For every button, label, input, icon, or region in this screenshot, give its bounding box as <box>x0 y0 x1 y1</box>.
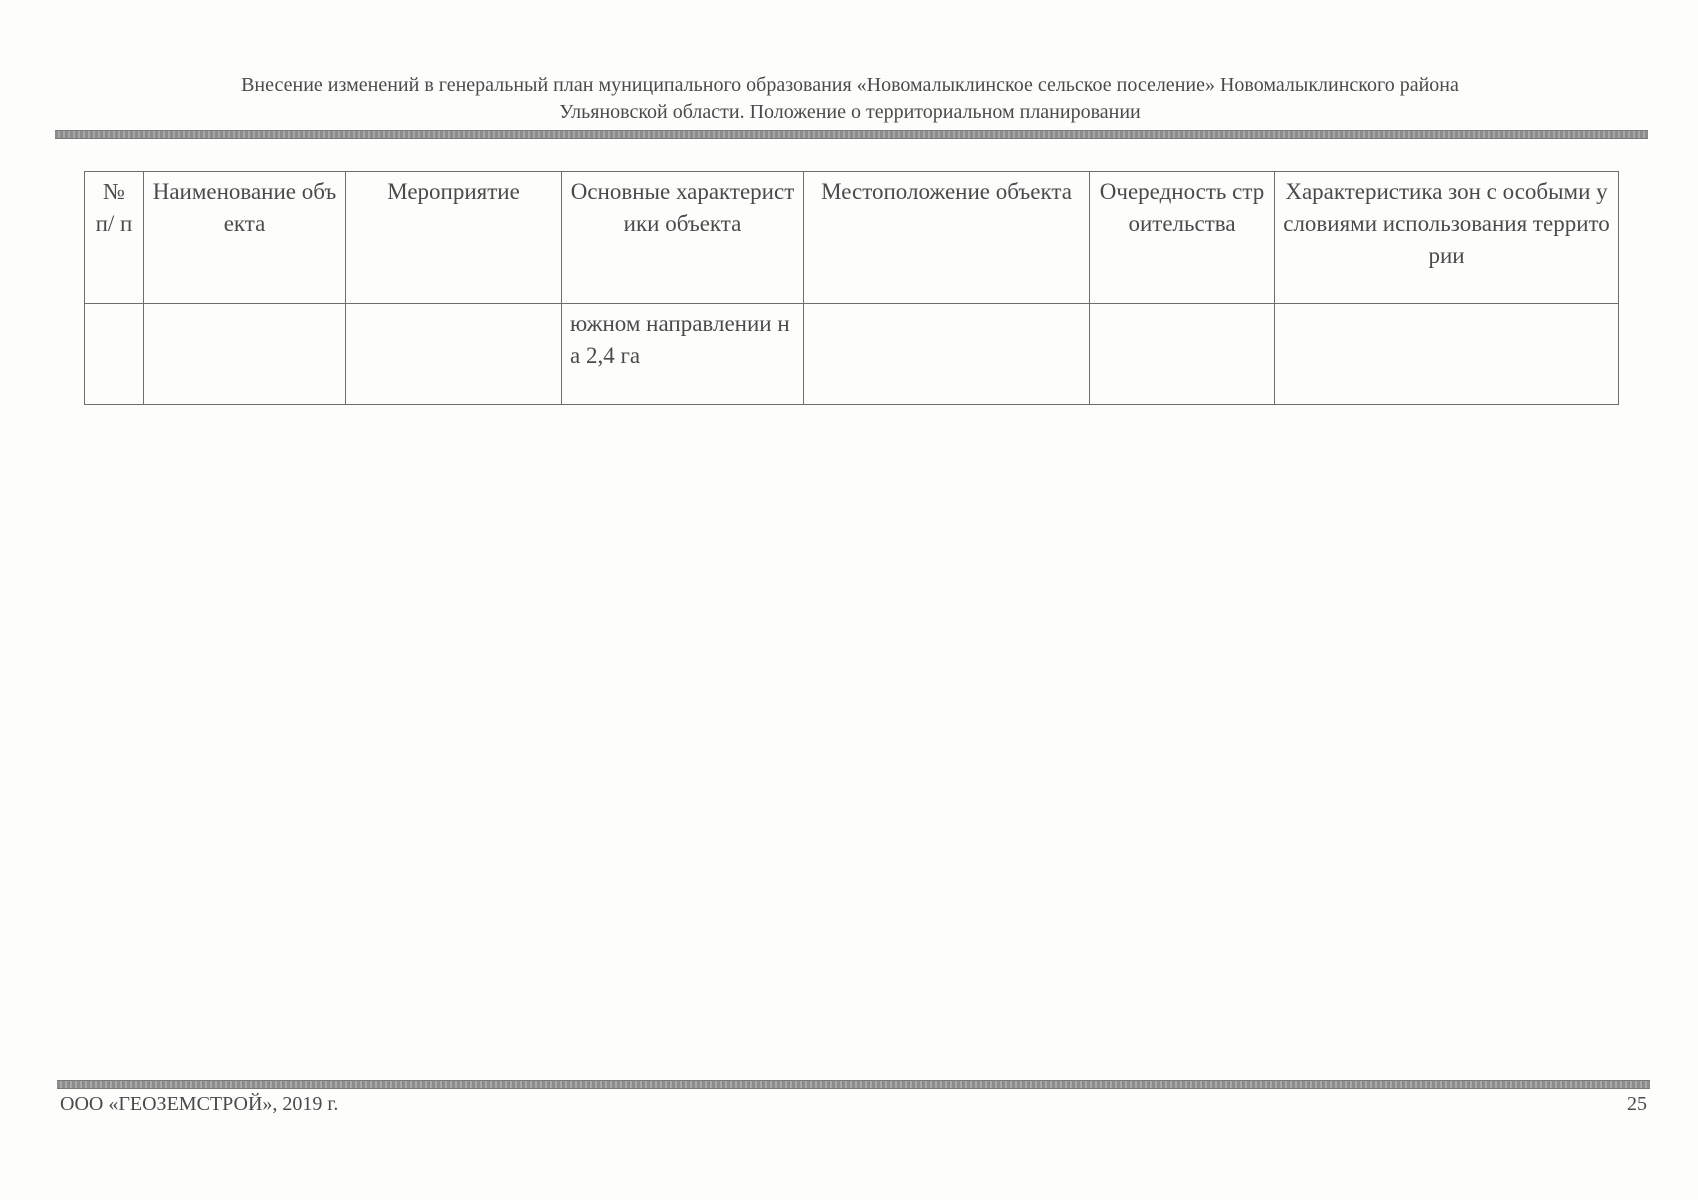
page-header <box>70 72 1630 126</box>
col-header-special-zones: Характеристика зон с особыми условиями использования территории <box>1275 172 1619 304</box>
footer-company: ООО «ГЕОЗЕМСТРОЙ», 2019 г. <box>60 1093 339 1115</box>
table-cell <box>1090 304 1275 405</box>
page-number: 25 <box>1627 1093 1647 1115</box>
header-divider <box>55 130 1648 139</box>
table-cell <box>1275 304 1619 405</box>
table-cell <box>144 304 346 405</box>
planning-table <box>84 171 1619 405</box>
table-row <box>85 304 1619 405</box>
col-header-characteristics: Основные характеристики объекта <box>562 172 804 304</box>
header-line-2: Ульяновской области. Положение о территориальном планировании <box>559 101 1141 123</box>
col-header-location: Местоположение объекта <box>804 172 1090 304</box>
col-header-measure: Мероприятие <box>346 172 562 304</box>
table-cell <box>346 304 562 405</box>
table-cell: южном направлении на 2,4 га <box>562 304 804 405</box>
col-header-object-name: Наименование объекта <box>144 172 346 304</box>
table-cell <box>85 304 144 405</box>
table-header-row <box>85 172 1619 304</box>
header-line-1: Внесение изменений в генеральный план муниципального образования «Новомалыклинское сельское поселение» Новомалыклинского района <box>241 74 1459 96</box>
table-cell <box>804 304 1090 405</box>
col-header-number: № п/ п <box>85 172 144 304</box>
col-header-construction-order: Очередность строительства <box>1090 172 1275 304</box>
footer-divider <box>57 1080 1650 1089</box>
